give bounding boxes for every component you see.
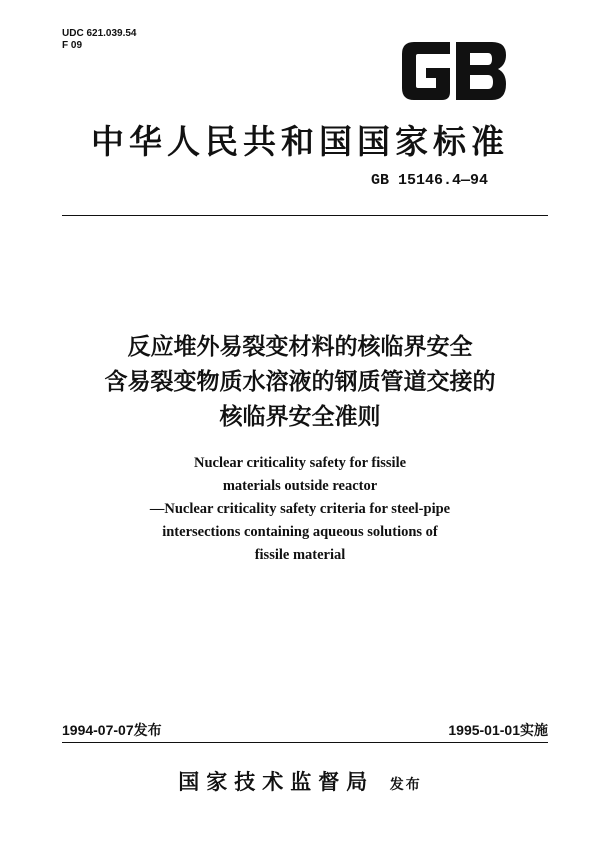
english-title-line: —Nuclear criticality safety criteria for steel-pipe [149,501,451,517]
classification-code: F 09 [62,40,83,51]
publisher-org: 国家技术监督局 [178,769,375,794]
gb-logo [398,38,510,104]
publisher-action: 发布 [389,777,422,793]
english-title-line: fissile material [254,547,346,563]
chinese-title-line: 含易裂变物质水溶液的钢质管道交接的 [104,369,496,395]
standard-title: 中华人民共和国国家标准 [91,122,509,161]
english-title-line: intersections containing aqueous solutions of [162,524,438,540]
chinese-title-line: 核临界安全准则 [219,404,381,430]
udc-block [62,28,137,52]
date-row [62,720,548,740]
bottom-divider [62,742,548,743]
chinese-title [0,330,600,435]
effective-date: 1995-01-01实施 [448,722,548,738]
english-title-line: materials outside reactor [222,478,378,494]
top-divider [62,215,548,216]
issue-date: 1994-07-07发布 [62,722,162,738]
standard-number: GB 15146.4—94 [371,172,489,189]
udc-code: UDC 621.039.54 [62,28,137,39]
english-title [0,452,600,567]
english-title-line: Nuclear criticality safety for fissile [193,455,407,471]
publisher [0,766,600,796]
chinese-title-line: 反应堆外易裂变材料的核临界安全 [127,334,473,360]
